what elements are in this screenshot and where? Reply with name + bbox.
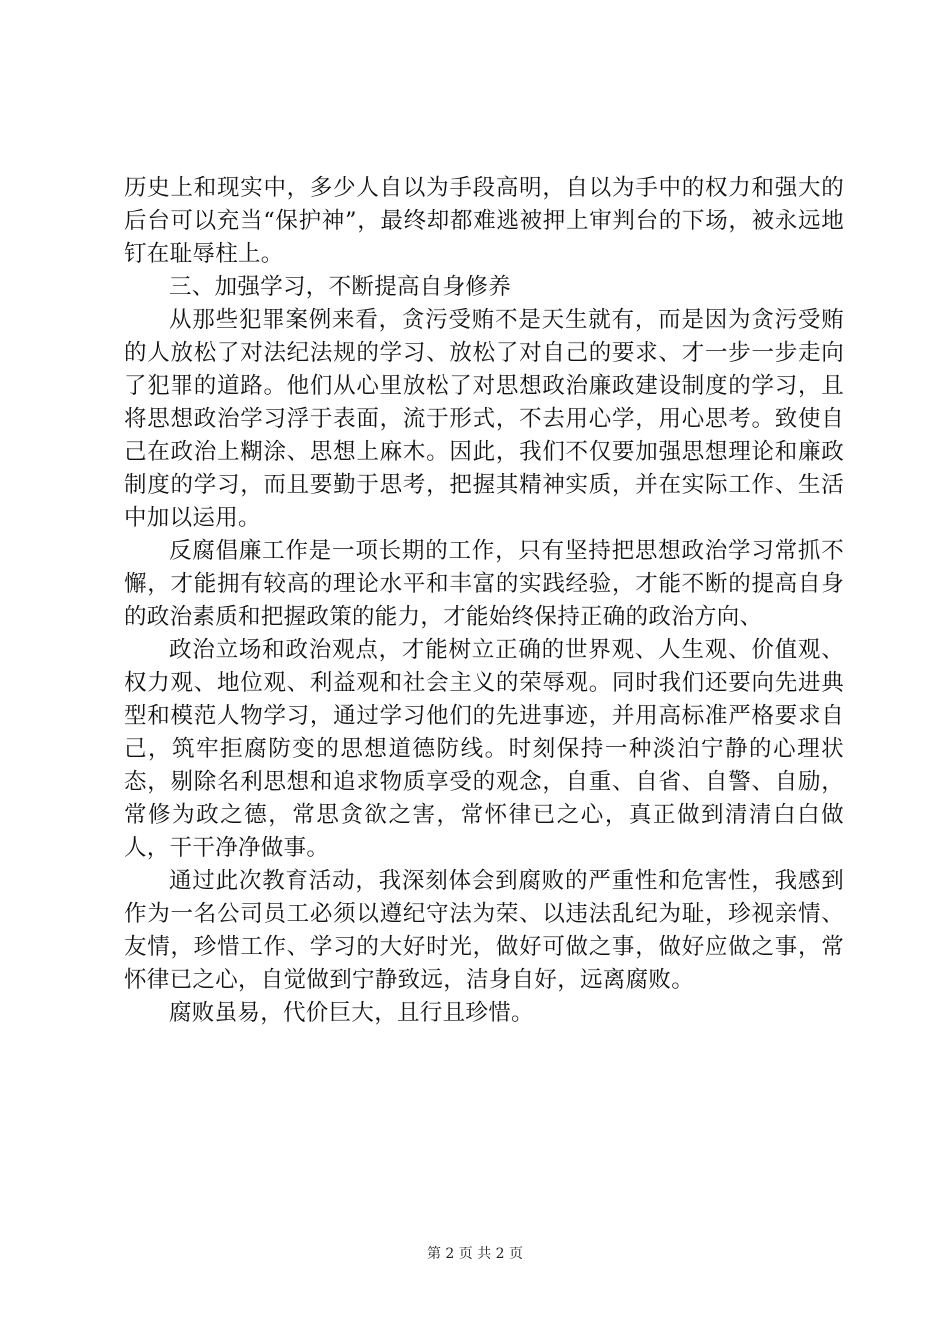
paragraph-4: 反腐倡廉工作是一项长期的工作，只有坚持把思想政治学习常抓不懈，才能拥有较高的理论水平和丰富的实践经验，才能不断的提高自身的政治素质和把握政策的能力，才能始终保持正确的政治方向、	[124, 538, 844, 630]
section-heading: 三、加强学习，不断提高自身修养	[169, 274, 512, 300]
paragraph-3: 从那些犯罪案例来看，贪污受贿不是天生就有，而是因为贪污受贿的人放松了对法纪法规的学习、放松了对自己的要求、才一步一步走向了犯罪的道路。他们从心里放松了对思想政治廉政建设制度的学习，且将思想政治学习浮于表面，流于形式，不去用心学，用心思考。致使自己在政治上糊涂、思想上麻木。因此，我们不仅要加强思想理论和廉政制度的学习，而且要勤于思考，把握其精神实质，并在实际工作、生活中加以运用。	[124, 307, 844, 531]
page-footer: 第 2 页 共 2 页	[426, 1246, 524, 1262]
paragraph-1: 历史上和现实中，多少人自以为手段高明，自以为手中的权力和强大的后台可以充当“保护神”，最终却都难逃被押上审判台的下场，被永远地钉在耻辱柱上。	[124, 175, 844, 267]
paragraph-6: 通过此次教育活动，我深刻体会到腐败的严重性和危害性，我感到作为一名公司员工必须以遵纪守法为荣、以违法乱纪为耻，珍视亲情、友情，珍惜工作、学习的大好时光，做好可做之事，做好应做之事，常怀律已之心，自觉做到宁静致远，洁身自好，远离腐败。	[124, 868, 844, 993]
paragraph-5: 政治立场和政治观点，才能树立正确的世界观、人生观、价值观、权力观、地位观、利益观和社会主义的荣辱观。同时我们还要向先进典型和模范人物学习，通过学习他们的先进事迹，并用高标准严格要求自己，筑牢拒腐防变的思想道德防线。时刻保持一种淡泊宁静的心理状态，剔除名利思想和追求物质享受的观念，自重、自省、自警、自励，常修为政之德，常思贪欲之害，常怀律已之心，真正做到清清白白做人，干干净净做事。	[124, 637, 844, 861]
paragraph-7: 腐败虽易，代价巨大，且行且珍惜。	[169, 1000, 534, 1026]
document-body	[124, 172, 844, 1030]
